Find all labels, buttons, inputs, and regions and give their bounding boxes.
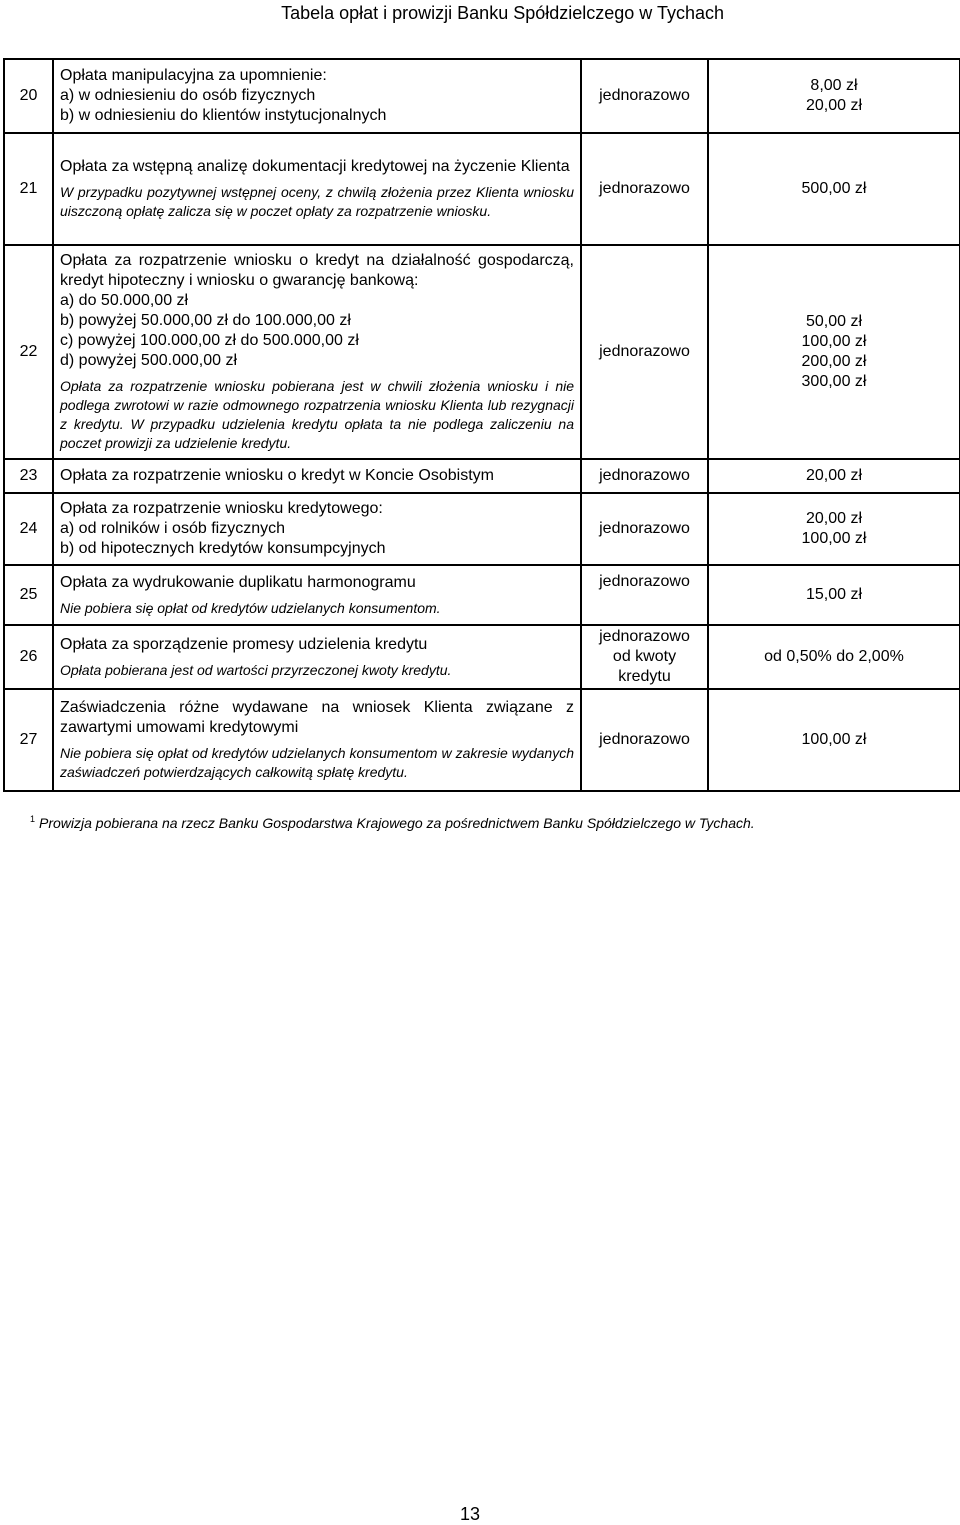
amount-value: 20,00 zł bbox=[805, 467, 863, 484]
fee-amount bbox=[708, 59, 960, 133]
amount-value: 50,00 zł bbox=[805, 313, 863, 330]
amount-value: 100,00 zł bbox=[801, 731, 867, 748]
desc-line: a) od rolników i osób fizycznych bbox=[60, 520, 285, 537]
table-row bbox=[4, 565, 960, 625]
fee-description bbox=[53, 459, 581, 493]
fee-frequency: jednorazowo bbox=[581, 459, 708, 493]
document-title: Tabela opłat i prowizji Banku Spółdzielczego w Tychach bbox=[281, 3, 724, 23]
row-number: 27 bbox=[4, 689, 53, 791]
table-row bbox=[4, 493, 960, 565]
fee-note: W przypadku pozytywnej wstępnej oceny, z chwilą złożenia przez Klienta wniosku uiszczoną opłatę zalicza się w poczet opłaty za rozpatrzenie wniosku. bbox=[60, 184, 574, 219]
fee-note: Nie pobiera się opłat od kredytów udzielanych konsumentom w zakresie wydanych zaświadczeń potwierdzających całkowitą spłatę kredytu. bbox=[60, 745, 574, 780]
fee-description bbox=[53, 133, 581, 245]
table-row bbox=[4, 689, 960, 791]
desc-line: b) powyżej 50.000,00 zł do 100.000,00 zł bbox=[60, 312, 351, 329]
desc-line: Opłata za wstępną analizę dokumentacji kredytowej na życzenie Klienta bbox=[60, 158, 570, 175]
desc-line: Opłata za wydrukowanie duplikatu harmonogramu bbox=[60, 573, 416, 591]
desc-line: Opłata za rozpatrzenie wniosku o kredyt na działalność gospodarczą, kredyt hipoteczny i wniosku o gwarancję bankową: bbox=[60, 252, 574, 289]
fee-description bbox=[53, 59, 581, 133]
amount-value: 20,00 zł bbox=[805, 510, 863, 527]
footnote-text: Prowizja pobierana na rzecz Banku Gospodarstwa Krajowego za pośrednictwem Banku Spółdzielczego w Tychach. bbox=[39, 815, 755, 831]
fee-amount bbox=[708, 689, 960, 791]
row-number: 21 bbox=[4, 133, 53, 245]
footnote bbox=[30, 814, 755, 831]
table-row bbox=[4, 133, 960, 245]
fee-amount bbox=[708, 493, 960, 565]
amount-value: 20,00 zł bbox=[805, 97, 863, 114]
fees-table bbox=[3, 58, 960, 792]
table-row bbox=[4, 245, 960, 459]
fee-amount bbox=[708, 625, 960, 689]
row-number: 23 bbox=[4, 459, 53, 493]
fee-description bbox=[53, 565, 581, 625]
desc-line: Opłata manipulacyjna za upomnienie: bbox=[60, 67, 327, 84]
fee-frequency bbox=[581, 625, 708, 689]
row-number: 26 bbox=[4, 625, 53, 689]
fee-frequency: jednorazowo bbox=[581, 133, 708, 245]
page-header bbox=[0, 0, 960, 36]
desc-line: Opłata za rozpatrzenie wniosku o kredyt w Koncie Osobistym bbox=[60, 467, 494, 484]
fee-note: Opłata pobierana jest od wartości przyrzeczonej kwoty kredytu. bbox=[60, 661, 452, 678]
fee-amount bbox=[708, 565, 960, 625]
page-number: 13 bbox=[459, 1504, 481, 1524]
desc-line: b) w odniesieniu do klientów instytucjonalnych bbox=[60, 107, 387, 124]
fee-note: Nie pobiera się opłat od kredytów udzielanych konsumentom. bbox=[60, 599, 441, 616]
fee-note: Opłata za rozpatrzenie wniosku pobierana jest w chwili złożenia wniosku i nie podlega zwrotowi w razie odmownego rozpatrzenia wniosku Klienta lub rezygnacji z kredytu. W przypadku udzielenia kredytu opłata ta nie podlega zaliczeniu na poczet prowizji za udzielenie kredytu. bbox=[60, 378, 574, 451]
frequency-line: jednorazowo bbox=[599, 628, 690, 645]
amount-value: 100,00 zł bbox=[801, 333, 867, 350]
desc-line: d) powyżej 500.000,00 zł bbox=[60, 352, 237, 369]
desc-line: b) od hipotecznych kredytów konsumpcyjnych bbox=[60, 540, 386, 557]
fee-frequency: jednorazowo bbox=[581, 59, 708, 133]
amount-value: 8,00 zł bbox=[810, 77, 858, 94]
row-number: 25 bbox=[4, 565, 53, 625]
row-number: 24 bbox=[4, 493, 53, 565]
fee-frequency: jednorazowo bbox=[581, 493, 708, 565]
fee-amount bbox=[708, 459, 960, 493]
table-row bbox=[4, 459, 960, 493]
amount-value: od 0,50% do 2,00% bbox=[764, 648, 904, 665]
desc-line: Opłata za sporządzenie promesy udzielenia kredytu bbox=[60, 635, 428, 653]
fee-description bbox=[53, 689, 581, 791]
fee-amount bbox=[708, 133, 960, 245]
table-row bbox=[4, 59, 960, 133]
row-number: 22 bbox=[4, 245, 53, 459]
desc-line: Opłata za rozpatrzenie wniosku kredytowego: bbox=[60, 500, 383, 517]
fee-description bbox=[53, 245, 581, 459]
desc-line: Zaświadczenia różne wydawane na wniosek Klienta związane z zawartymi umowami kredytowymi bbox=[60, 699, 574, 736]
footnote-mark: 1 bbox=[30, 814, 36, 824]
amount-value: 300,00 zł bbox=[801, 373, 867, 390]
fee-description bbox=[53, 493, 581, 565]
frequency-line: kredytu bbox=[618, 668, 671, 685]
row-number: 20 bbox=[4, 59, 53, 133]
desc-line: a) w odniesieniu do osób fizycznych bbox=[60, 87, 316, 104]
fee-frequency: jednorazowo bbox=[581, 565, 708, 625]
table-row bbox=[4, 625, 960, 689]
fee-frequency: jednorazowo bbox=[581, 245, 708, 459]
desc-line: c) powyżej 100.000,00 zł do 500.000,00 zł bbox=[60, 332, 359, 349]
frequency-line: od kwoty bbox=[612, 648, 677, 665]
fee-description bbox=[53, 625, 581, 689]
amount-value: 100,00 zł bbox=[801, 530, 867, 547]
fee-amount bbox=[708, 245, 960, 459]
amount-value: 15,00 zł bbox=[805, 586, 863, 603]
amount-value: 500,00 zł bbox=[801, 180, 867, 197]
desc-line: a) do 50.000,00 zł bbox=[60, 292, 189, 309]
fee-frequency: jednorazowo bbox=[581, 689, 708, 791]
amount-value: 200,00 zł bbox=[801, 353, 867, 370]
